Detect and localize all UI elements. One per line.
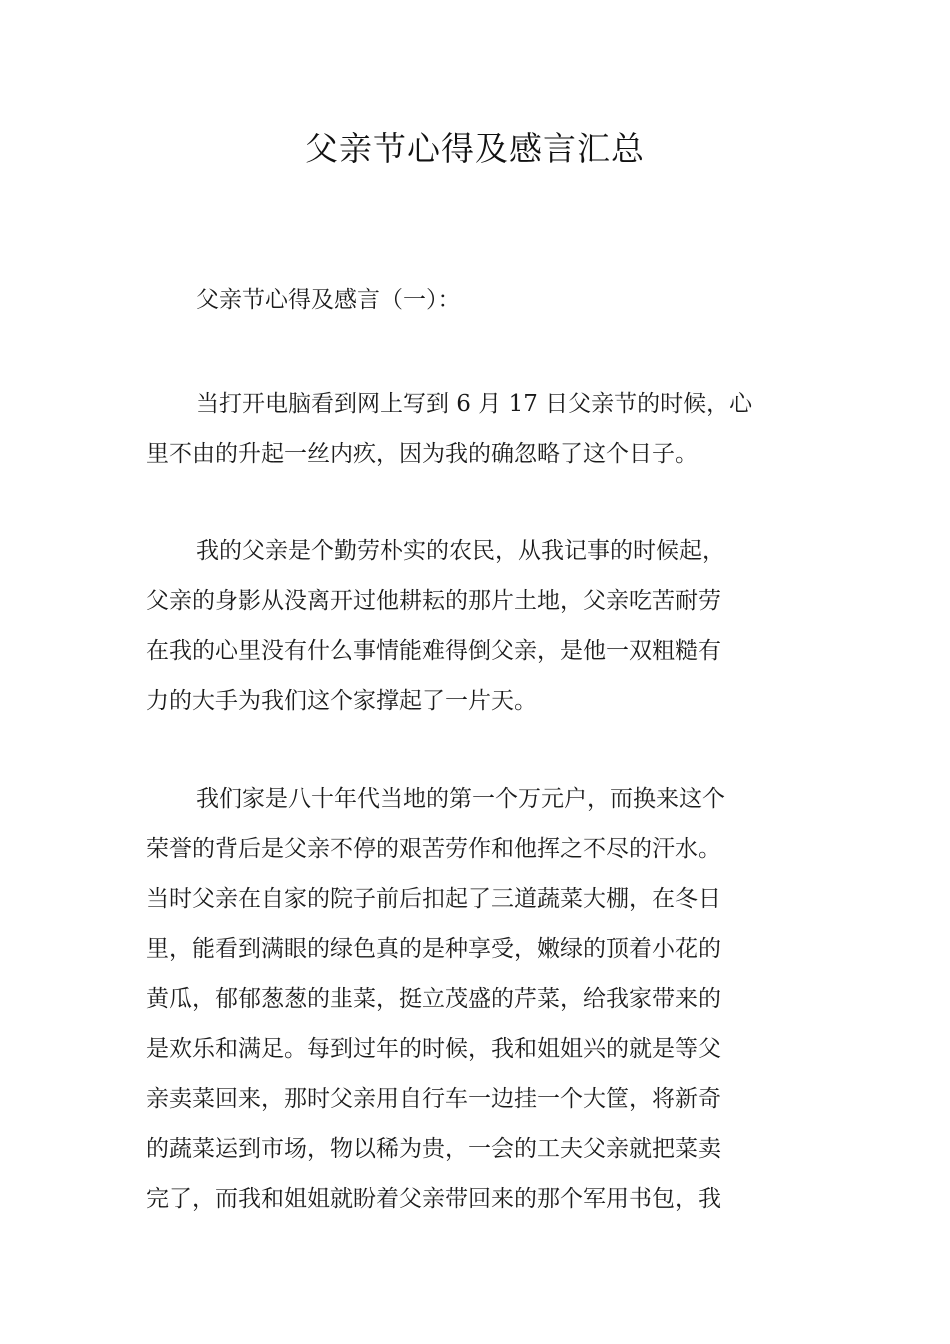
section-heading: 父亲节心得及感言（一）： [196, 287, 461, 313]
paragraph-line: 是欢乐和满足。每到过年的时候，我和姐姐兴的就是等父 [146, 1036, 721, 1062]
paragraph-line: 黄瓜，郁郁葱葱的韭菜，挺立茂盛的芹菜，给我家带来的 [146, 986, 721, 1012]
paragraph-line: 里，能看到满眼的绿色真的是种享受，嫩绿的顶着小花的 [146, 936, 721, 962]
paragraph-line: 当时父亲在自家的院子前后扣起了三道蔬菜大棚，在冬日 [146, 886, 721, 912]
paragraph-line: 在我的心里没有什么事情能难得倒父亲，是他一双粗糙有 [146, 638, 721, 664]
paragraph-line: 我们家是八十年代当地的第一个万元户，而换来这个 [196, 786, 725, 812]
paragraph-line: 力的大手为我们这个家撑起了一片天。 [146, 688, 537, 714]
paragraph-line: 的蔬菜运到市场，物以稀为贵，一会的工夫父亲就把菜卖 [146, 1136, 721, 1162]
paragraph-1 [146, 379, 806, 479]
paragraph-line: 当打开电脑看到网上写到 6 月 17 日父亲节的时候，心 [196, 391, 753, 417]
paragraph-line: 完了，而我和姐姐就盼着父亲带回来的那个军用书包，我 [146, 1186, 721, 1212]
paragraph-line: 荣誉的背后是父亲不停的艰苦劳作和他挥之不尽的汗水。 [146, 836, 721, 862]
document-title: 父亲节心得及感言汇总 [305, 129, 645, 168]
paragraph-3 [146, 774, 806, 1224]
paragraph-line: 亲卖菜回来，那时父亲用自行车一边挂一个大筐，将新奇 [146, 1086, 721, 1112]
paragraph-2 [146, 526, 806, 726]
paragraph-line: 我的父亲是个勤劳朴实的农民，从我记事的时候起， [196, 538, 725, 564]
paragraph-line: 父亲的身影从没离开过他耕耘的那片土地，父亲吃苦耐劳 [146, 588, 721, 614]
paragraph-line: 里不由的升起一丝内疚，因为我的确忽略了这个日子。 [146, 441, 698, 467]
